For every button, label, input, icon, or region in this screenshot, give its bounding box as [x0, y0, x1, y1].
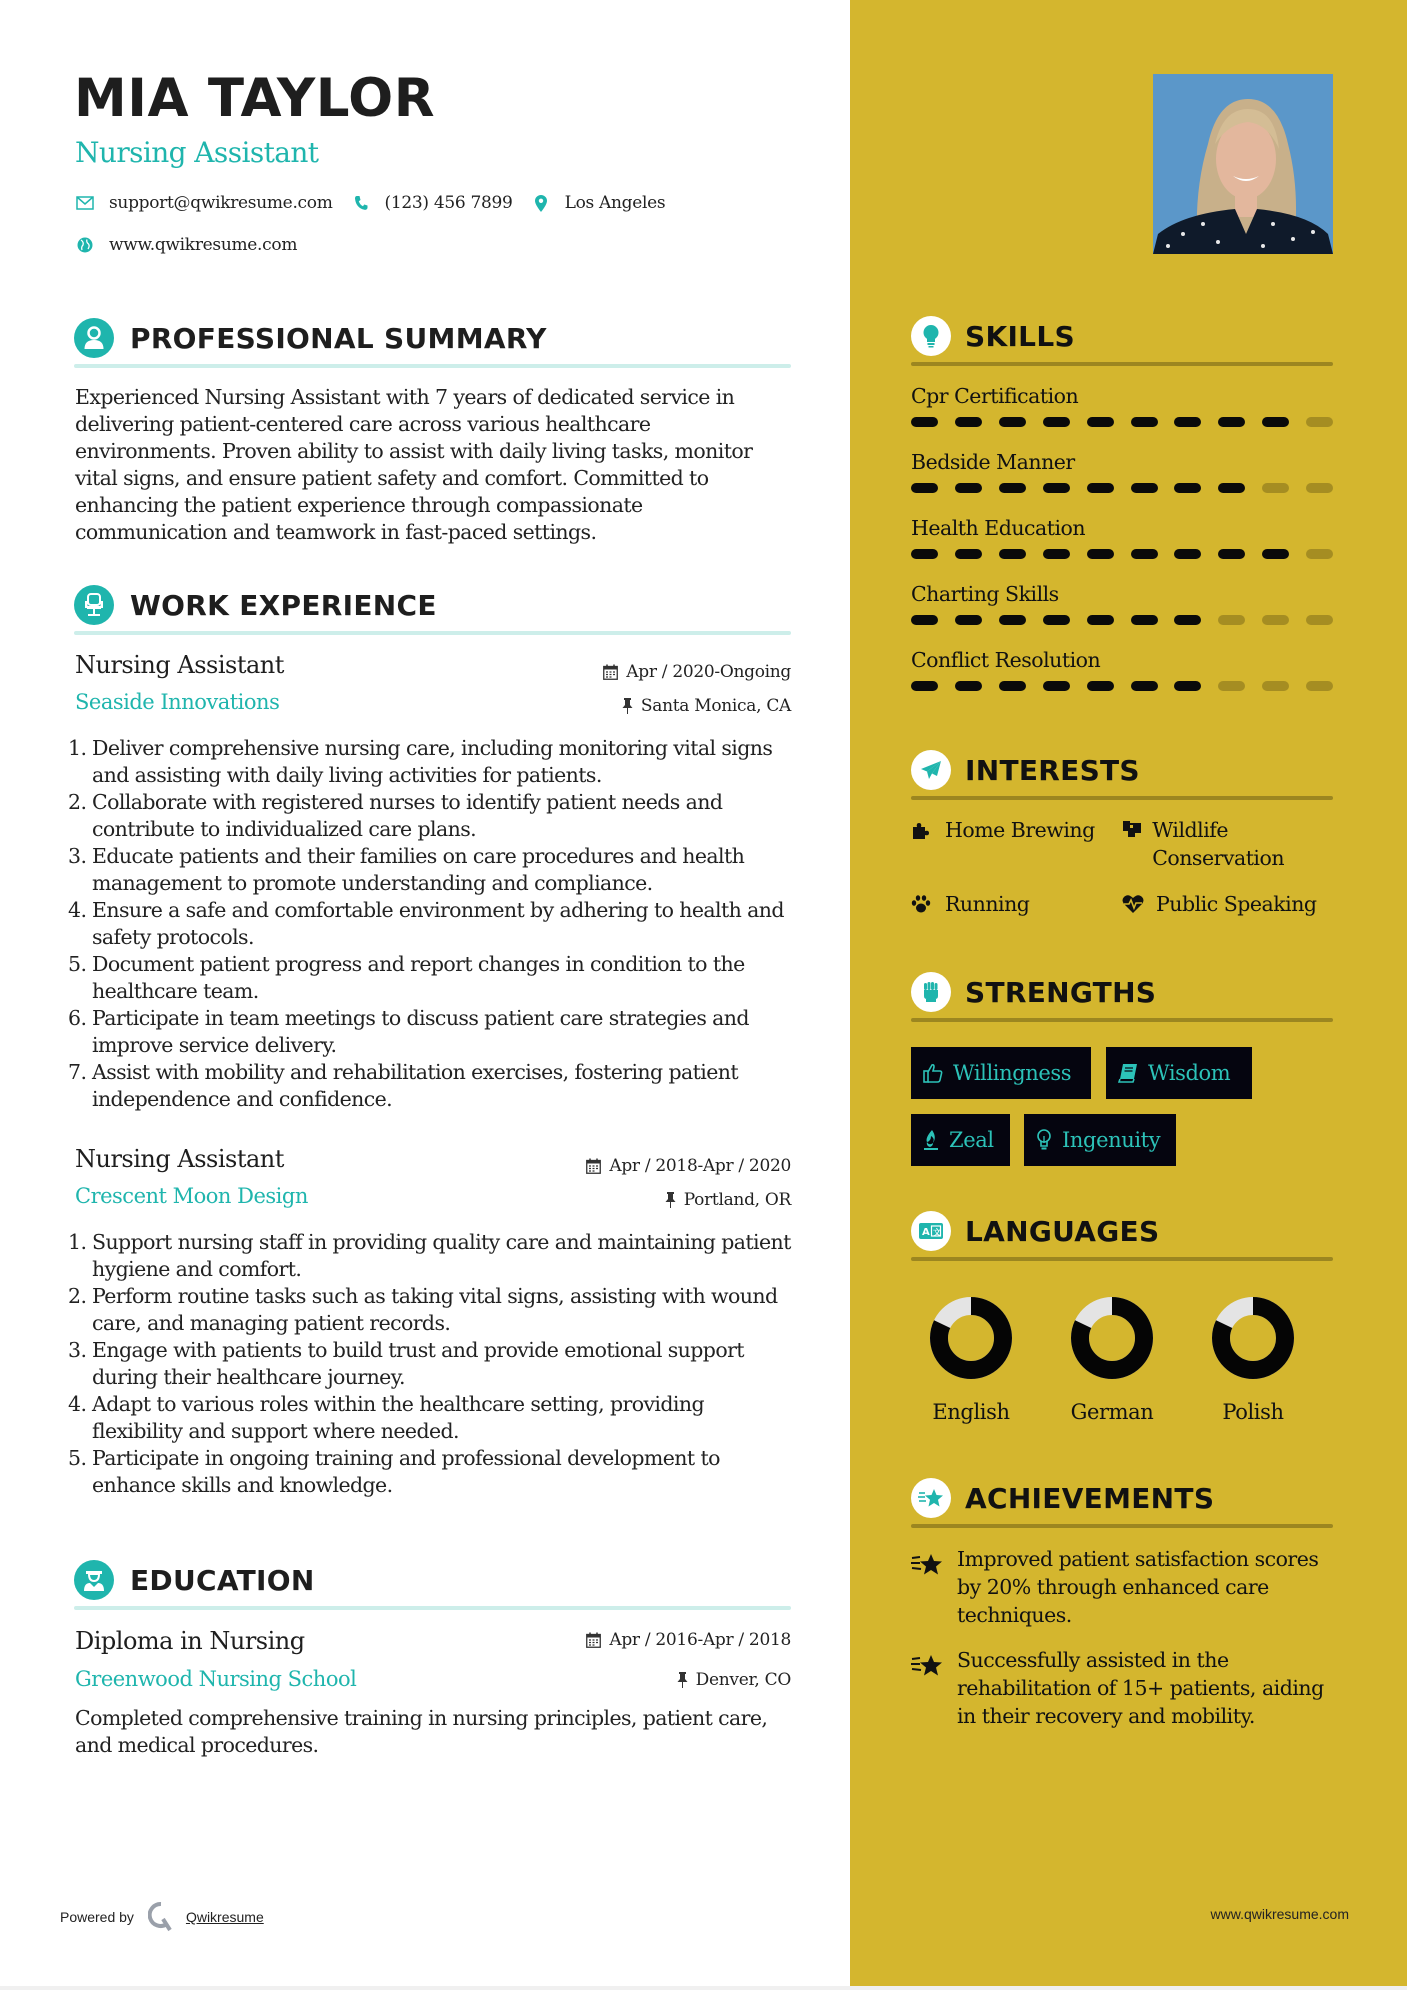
job-company: Seaside Innovations [75, 690, 280, 714]
section-divider [911, 796, 1333, 800]
shooting-star-icon [911, 1478, 951, 1518]
section-header-strengths [911, 972, 1333, 1024]
rating-dash-filled [1174, 417, 1201, 427]
rating-dash-filled [1087, 615, 1114, 625]
rating-dash-filled [1131, 483, 1158, 493]
section-header-languages [911, 1211, 1333, 1263]
section-title-education: EDUCATION [130, 1564, 315, 1597]
strength-tag: Zeal [911, 1114, 1010, 1166]
skill-label: Conflict Resolution [911, 648, 1101, 672]
education-location: Denver, CO [677, 1670, 791, 1690]
rating-dash-empty [1218, 681, 1245, 691]
skill-label: Bedside Manner [911, 450, 1075, 474]
svg-text:文: 文 [933, 1228, 941, 1237]
rating-dash-filled [911, 615, 938, 625]
bottom-edge [0, 1986, 1407, 1990]
skill-rating-bar [911, 681, 1333, 691]
powered-by: Powered by Qwikresume [60, 1902, 264, 1932]
flame-icon [923, 1129, 939, 1151]
pushpin-icon [677, 1672, 688, 1688]
list-item: 2. Collaborate with registered nurses to identify patient needs and contribute to individualized care plans. [68, 790, 723, 841]
rating-dash-filled [955, 681, 982, 691]
skill-rating-bar [911, 417, 1333, 427]
section-header-achievements [911, 1478, 1333, 1530]
section-header-summary [74, 318, 791, 370]
language-label: English [932, 1400, 1010, 1424]
list-item: 4. Ensure a safe and comfortable environment by adhering to health and safety protocols. [68, 898, 784, 949]
phone-icon [351, 193, 371, 213]
strength-tag: Willingness [911, 1047, 1091, 1099]
rating-dash-filled [1087, 681, 1114, 691]
language-proficiency-donut [1211, 1296, 1295, 1380]
interest-item: Public Speaking [1122, 890, 1317, 918]
rating-dash-filled [955, 417, 982, 427]
rating-dash-empty [1306, 549, 1333, 559]
contact-website[interactable]: www.qwikresume.com [109, 235, 298, 255]
rating-dash-filled [911, 417, 938, 427]
qwikresume-logo-icon [148, 1902, 174, 1932]
rating-dash-filled [911, 549, 938, 559]
puzzle-icon [911, 816, 935, 844]
list-item: 5. Participate in ongoing training and professional development to enhance skills and knowledge. [68, 1446, 720, 1497]
rating-dash-empty [1306, 615, 1333, 625]
rating-dash-filled [955, 549, 982, 559]
lightbulb-outline-icon [1036, 1129, 1052, 1151]
section-title-summary: PROFESSIONAL SUMMARY [130, 322, 547, 355]
rating-dash-filled [1262, 417, 1289, 427]
paw-icon [911, 890, 935, 918]
user-icon [74, 318, 114, 358]
section-divider [911, 362, 1333, 366]
school-name: Greenwood Nursing School [75, 1667, 357, 1691]
rating-dash-filled [1131, 417, 1158, 427]
list-item: 2. Perform routine tasks such as taking vital signs, assisting with wound care, and managing patient records. [68, 1284, 778, 1335]
rating-dash-empty [1306, 483, 1333, 493]
rating-dash-filled [1174, 483, 1201, 493]
skill-item [911, 648, 1333, 672]
job-dates: Apr / 2020-Ongoing [603, 662, 791, 682]
rating-dash-filled [1043, 483, 1070, 493]
section-title-strengths: STRENGTHS [965, 976, 1157, 1009]
rating-dash-filled [1218, 549, 1245, 559]
rating-dash-filled [1043, 417, 1070, 427]
summary-text: Experienced Nursing Assistant with 7 years of dedicated service in delivering patient-centered care across various healthcare environments. Proven ability to assist with daily living tasks, monitor vital signs, and ensure patient safety and comfort. Committed to enhancing the patient experience through compassionate communication and teamwork in fast-paced settings. [75, 385, 753, 544]
rating-dash-filled [1131, 549, 1158, 559]
rating-dash-filled [999, 483, 1026, 493]
section-divider [911, 1257, 1333, 1261]
svg-text:A: A [922, 1227, 930, 1238]
section-divider [74, 364, 791, 368]
language-proficiency-donut [1070, 1296, 1154, 1380]
book-icon [1118, 1063, 1138, 1083]
graduate-icon [74, 1560, 114, 1600]
rating-dash-filled [1174, 549, 1201, 559]
contact-location: Los Angeles [564, 193, 666, 213]
section-divider [74, 1606, 791, 1610]
section-title-achievements: ACHIEVEMENTS [965, 1482, 1215, 1515]
education-description: Completed comprehensive training in nursing principles, patient care, and medical procedures. [75, 1706, 768, 1757]
list-item: 5. Document patient progress and report changes in condition to the healthcare team. [68, 952, 745, 1003]
job-dates: Apr / 2018-Apr / 2020 [586, 1156, 791, 1176]
rating-dash-filled [999, 417, 1026, 427]
heartbeat-icon [1122, 890, 1146, 918]
rating-dash-empty [1306, 417, 1333, 427]
rating-dash-filled [1087, 417, 1114, 427]
contact-row-primary [75, 193, 683, 213]
section-header-experience [74, 585, 791, 637]
language-label: German [1070, 1400, 1154, 1424]
paper-plane-icon [911, 750, 951, 790]
lightbulb-icon [911, 316, 951, 356]
skill-item [911, 384, 1333, 408]
job-title: Nursing Assistant [75, 651, 284, 679]
strength-tag: Wisdom [1106, 1047, 1252, 1099]
section-divider [911, 1524, 1333, 1528]
candidate-name: MIA TAYLOR [74, 68, 436, 129]
strength-tag: Ingenuity [1024, 1114, 1176, 1166]
skill-item [911, 516, 1333, 540]
section-title-languages: LANGUAGES [965, 1215, 1160, 1248]
section-title-experience: WORK EXPERIENCE [130, 589, 437, 622]
qwikresume-link[interactable]: Qwikresume [185, 1909, 264, 1925]
achievement-item: Successfully assisted in the rehabilitation of 15+ patients, aiding in their recovery and mobility. [911, 1646, 1333, 1730]
job-company: Crescent Moon Design [75, 1184, 308, 1208]
rating-dash-filled [1043, 681, 1070, 691]
rating-dash-filled [999, 681, 1026, 691]
rating-dash-filled [1131, 681, 1158, 691]
rating-dash-filled [1043, 549, 1070, 559]
language-proficiency-donut [929, 1296, 1013, 1380]
map-icon [1122, 816, 1142, 872]
list-item: 3. Engage with patients to build trust and provide emotional support during their healthcare journey. [68, 1338, 744, 1389]
list-item: 4. Adapt to various roles within the healthcare setting, providing flexibility and support where needed. [68, 1392, 704, 1443]
rating-dash-empty [1262, 681, 1289, 691]
rating-dash-filled [1087, 549, 1114, 559]
envelope-icon [75, 193, 95, 213]
rating-dash-filled [1262, 549, 1289, 559]
list-item: 1. Deliver comprehensive nursing care, including monitoring vital signs and assisting with daily living activities for patients. [68, 736, 773, 787]
raised-fist-icon [911, 972, 951, 1012]
rating-dash-filled [911, 483, 938, 493]
rating-dash-filled [1043, 615, 1070, 625]
section-header-education [74, 1560, 791, 1612]
translate-icon [911, 1211, 951, 1251]
globe-icon [75, 235, 95, 255]
list-item: 7. Assist with mobility and rehabilitation exercises, fostering patient independence and confidence. [68, 1060, 738, 1111]
list-item: 6. Participate in team meetings to discuss patient care strategies and improve service delivery. [68, 1006, 749, 1057]
rating-dash-filled [911, 681, 938, 691]
interest-item: Running [911, 890, 1029, 918]
rating-dash-empty [1218, 615, 1245, 625]
skill-label: Charting Skills [911, 582, 1059, 606]
shooting-star-icon [911, 1646, 945, 1730]
rating-dash-filled [1131, 615, 1158, 625]
profile-photo [1153, 74, 1333, 254]
job-location: Portland, OR [665, 1190, 791, 1210]
list-item: 3. Educate patients and their families on care procedures and health management to promote understanding and compliance. [68, 844, 745, 895]
skill-rating-bar [911, 483, 1333, 493]
job-responsibilities [68, 735, 798, 1113]
list-item: 1. Support nursing staff in providing quality care and maintaining patient hygiene and comfort. [68, 1230, 791, 1281]
office-chair-icon [74, 585, 114, 625]
pushpin-icon [622, 698, 633, 714]
footer-website[interactable]: www.qwikresume.com [1210, 1906, 1349, 1922]
job-location: Santa Monica, CA [622, 696, 791, 716]
calendar-icon [603, 664, 618, 680]
rating-dash-filled [1174, 681, 1201, 691]
interest-item: Home Brewing [911, 816, 1095, 844]
rating-dash-filled [999, 615, 1026, 625]
rating-dash-filled [1218, 417, 1245, 427]
thumbs-up-icon [923, 1063, 943, 1083]
rating-dash-empty [1262, 615, 1289, 625]
section-title-interests: INTERESTS [965, 754, 1140, 787]
skill-rating-bar [911, 615, 1333, 625]
section-title-skills: SKILLS [965, 320, 1075, 353]
candidate-title: Nursing Assistant [75, 136, 319, 169]
skill-rating-bar [911, 549, 1333, 559]
skill-item [911, 582, 1333, 606]
section-header-skills [911, 316, 1333, 368]
job-responsibilities [68, 1229, 798, 1499]
education-dates: Apr / 2016-Apr / 2018 [586, 1630, 791, 1650]
calendar-icon [586, 1158, 601, 1174]
rating-dash-filled [1218, 483, 1245, 493]
language-item [1198, 1296, 1308, 1424]
pushpin-icon [665, 1192, 676, 1208]
rating-dash-filled [955, 483, 982, 493]
section-header-interests [911, 750, 1333, 802]
contact-row-secondary [75, 235, 315, 255]
skill-item [911, 450, 1333, 474]
contact-email[interactable]: support@qwikresume.com [109, 193, 333, 213]
job-title: Nursing Assistant [75, 1145, 284, 1173]
achievement-item: Improved patient satisfaction scores by 20% through enhanced care techniques. [911, 1545, 1333, 1629]
language-item [916, 1296, 1026, 1424]
section-divider [74, 631, 791, 635]
rating-dash-filled [999, 549, 1026, 559]
shooting-star-icon [911, 1545, 945, 1629]
degree-title: Diploma in Nursing [75, 1627, 305, 1655]
rating-dash-filled [1087, 483, 1114, 493]
skill-label: Cpr Certification [911, 384, 1079, 408]
rating-dash-filled [955, 615, 982, 625]
skill-label: Health Education [911, 516, 1086, 540]
interest-item: Wildlife Conservation [1122, 816, 1332, 872]
contact-phone[interactable]: (123) 456 7899 [384, 193, 513, 213]
map-pin-icon [531, 193, 551, 213]
calendar-icon [586, 1632, 601, 1648]
rating-dash-empty [1262, 483, 1289, 493]
rating-dash-empty [1306, 681, 1333, 691]
language-label: Polish [1222, 1400, 1284, 1424]
section-divider [911, 1018, 1333, 1022]
rating-dash-filled [1174, 615, 1201, 625]
language-item [1057, 1296, 1167, 1424]
